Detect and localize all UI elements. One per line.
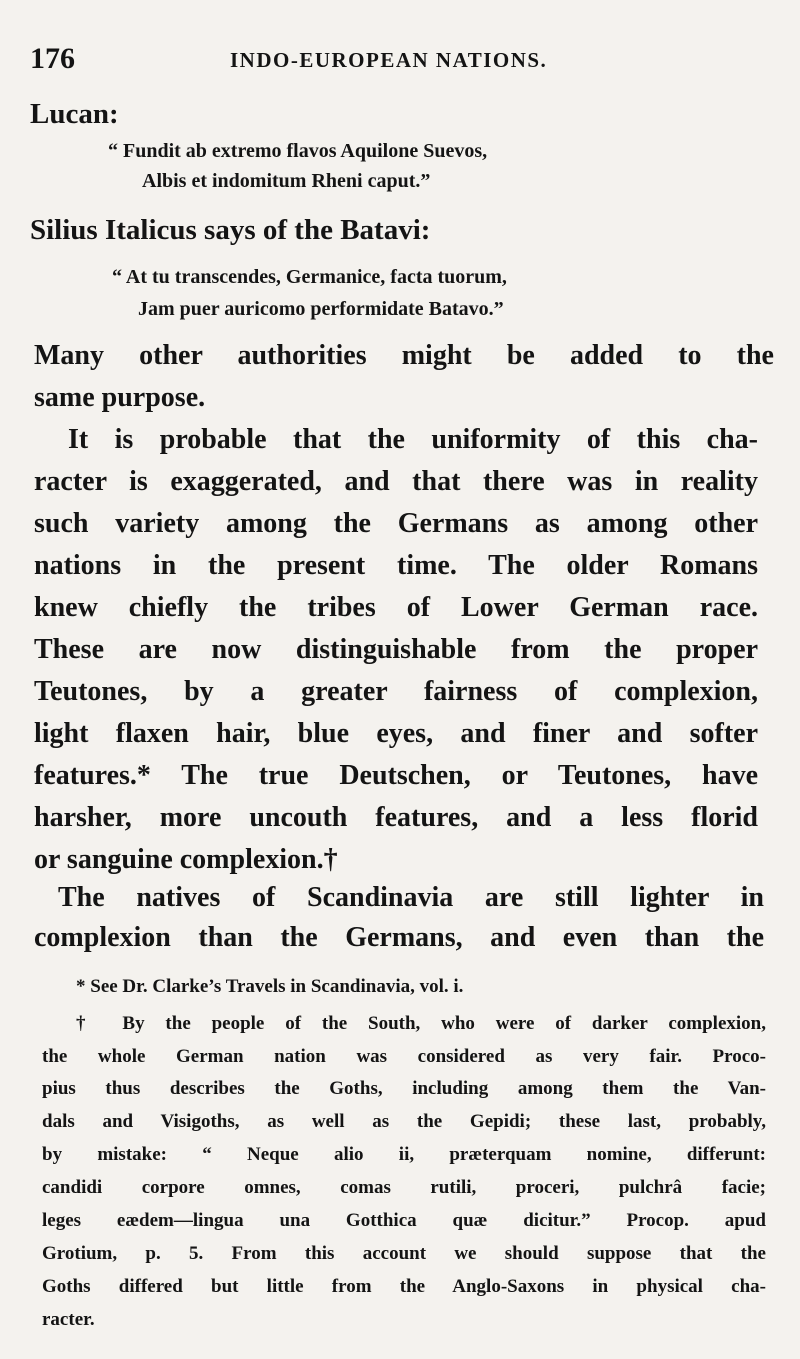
lucan-verse-line-2: Albis et indomitum Rheni caput.” [142,170,431,192]
footnote-dagger-line-2: the whole German nation was considered as very fair. Proco- [42,1046,766,1067]
footnote-dagger-line-4: dals and Visigoths, as well as the Gepidi; these last, probably, [42,1111,766,1132]
body-line-4: racter is exaggerated, and that there was in reality [34,466,758,497]
footnote-dagger-line-9: Goths differed but little from the Anglo-Saxons in physical cha- [42,1276,766,1297]
silius-label: Silius Italicus says of the Batavi: [30,214,431,246]
body-line-9: Teutones, by a greater fairness of complexion, [34,676,758,707]
lucan-verse-line-1: “ Fundit ab extremo flavos Aquilone Suevos, [108,140,488,162]
silius-verse-line-2: Jam puer auricomo performidate Batavo.” [138,298,504,320]
body-line-12: harsher, more uncouth features, and a less florid [34,802,758,833]
footnote-dagger-line-5: by mistake: “ Neque alio ii, præterquam nomine, differunt: [42,1144,766,1165]
body-line-1: Many other authorities might be added to the [34,340,774,371]
body-line-8: These are now distinguishable from the proper [34,634,758,665]
body-line-2: same purpose. [34,382,206,413]
body-line-13: or sanguine complexion.† [34,844,338,875]
body-line-6: nations in the present time. The older Romans [34,550,758,581]
footnote-dagger-line-3: pius thus describes the Goths, including among them the Van- [42,1078,766,1099]
silius-verse-line-1: “ At tu transcendes, Germanice, facta tuorum, [112,266,507,288]
footnote-star: * See Dr. Clarke’s Travels in Scandinavia, vol. i. [76,976,464,997]
page-header [30,42,770,82]
lucan-label: Lucan: [30,98,119,130]
body-line-11: features.* The true Deutschen, or Teutones, have [34,760,758,791]
body-line-7: knew chiefly the tribes of Lower German race. [34,592,758,623]
body-line-15: complexion than the Germans, and even than the [34,922,764,953]
body-line-14: The natives of Scandinavia are still lighter in [58,882,764,913]
footnote-dagger-line-1: † By the people of the South, who were of darker complexion, [76,1013,766,1034]
page-number: 176 [30,42,75,75]
running-head: INDO-EUROPEAN NATIONS. [230,48,548,72]
body-line-3: It is probable that the uniformity of this cha- [68,424,758,455]
footnote-dagger-line-8: Grotium, p. 5. From this account we should suppose that the [42,1243,766,1264]
footnote-dagger-line-6: candidi corpore omnes, comas rutili, proceri, pulchrâ facie; [42,1177,766,1198]
body-line-5: such variety among the Germans as among other [34,508,758,539]
footnote-dagger-line-10: racter. [42,1309,95,1330]
footnote-dagger-line-7: leges eædem—lingua una Gotthica quæ dicitur.” Procop. apud [42,1210,766,1231]
body-line-10: light flaxen hair, blue eyes, and finer and softer [34,718,758,749]
